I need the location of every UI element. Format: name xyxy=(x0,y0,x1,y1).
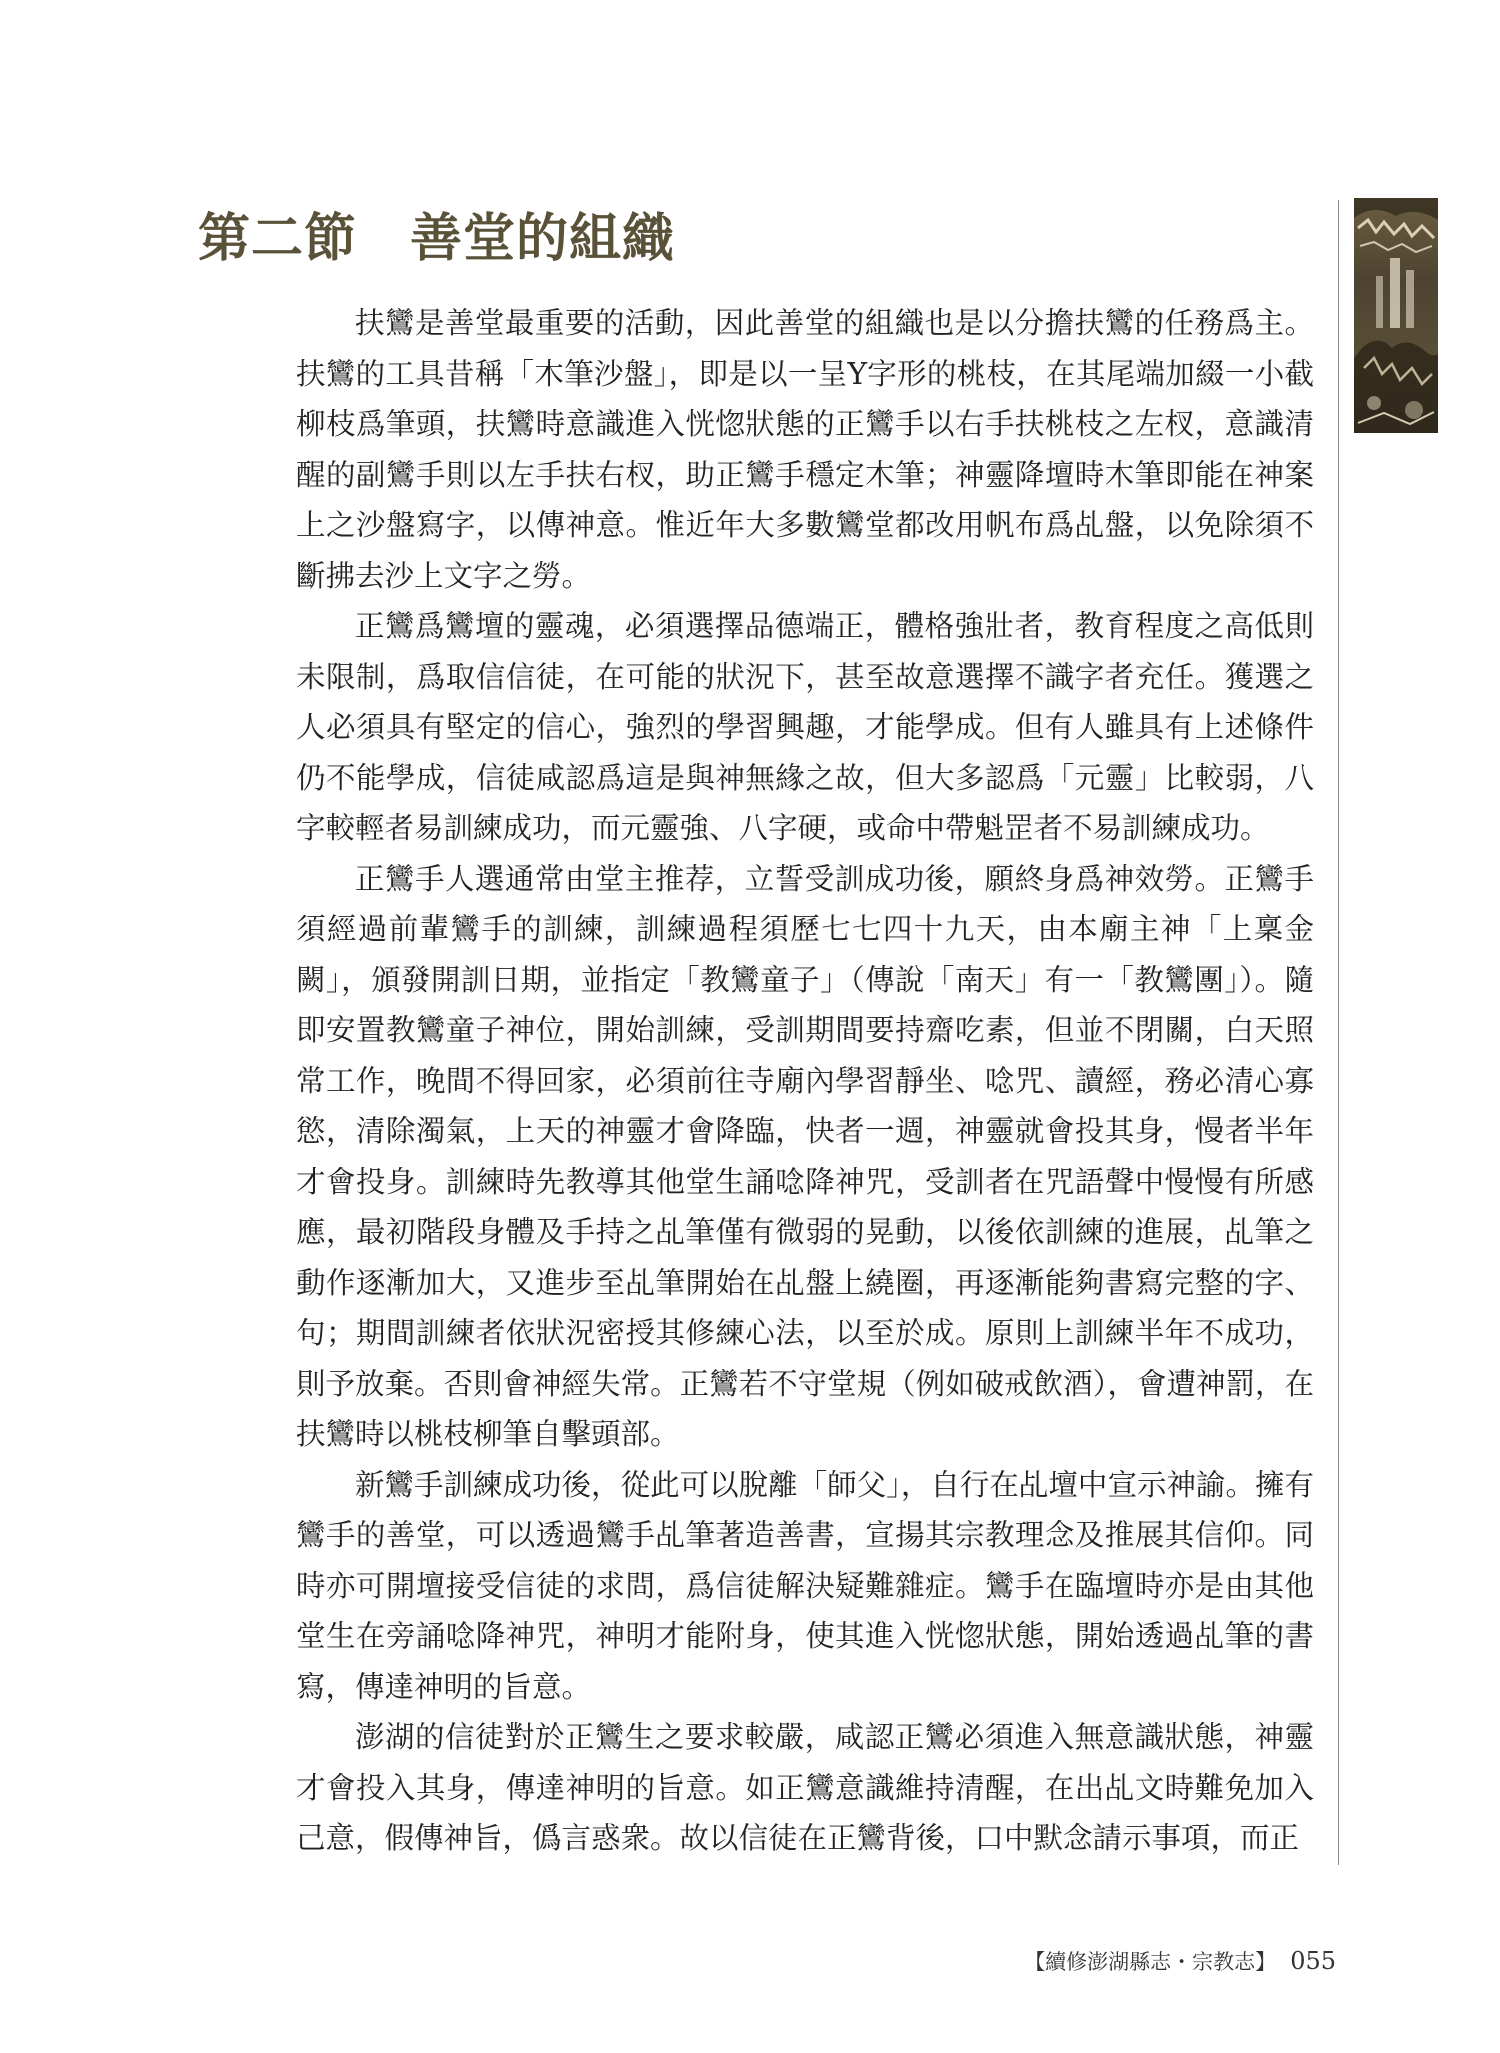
body-text xyxy=(296,298,1314,1864)
side-tab-emblem xyxy=(1354,198,1438,433)
paragraph: 扶鸞是善堂最重要的活動，因此善堂的組織也是以分擔扶鸞的任務爲主。扶鸞的工具昔稱「木筆沙盤」，即是以一呈Y字形的桃枝，在其尾端加綴一小截柳枝爲筆頭，扶鸞時意識進入恍惚狀態的正鸞手以右手扶桃枝之左杈，意識清醒的副鸞手則以左手扶右杈，助正鸞手穩定木筆；神靈降壇時木筆即能在神案上之沙盤寫字，以傳神意。惟近年大多數鸞堂都改用帆布爲乩盤，以免除須不斷拂去沙上文字之勞。 xyxy=(296,306,1314,593)
page-footer xyxy=(1024,1946,1336,1976)
paragraph: 澎湖的信徒對於正鸞生之要求較嚴，咸認正鸞必須進入無意識狀態，神靈才會投入其身，傳達神明的旨意。如正鸞意識維持清醒，在出乩文時難免加入己意，假傳神旨，僞言惑衆。故以信徒在正鸞背後，口中默念請示事項，而正 xyxy=(296,1720,1314,1855)
decorative-landscape-emblem-icon xyxy=(1354,198,1438,433)
paragraph: 正鸞手人選通常由堂主推荐，立誓受訓成功後，願終身爲神效勞。正鸞手須經過前輩鸞手的訓練，訓練過程須歷七七四十九天，由本廟主神「上稟金闕」，頒發開訓日期，並指定「教鸞童子」（傳說「南天」有一「教鸞團」）。隨即安置教鸞童子神位，開始訓練，受訓期間要持齋吃素，但並不閉關，白天照常工作，晚間不得回家，必須前往寺廟內學習靜坐、唸咒、讀經，務必清心寡慾，清除濁氣，上天的神靈才會降臨，快者一週，神靈就會投其身，慢者半年才會投身。訓練時先教導其他堂生誦唸降神咒，受訓者在咒語聲中慢慢有所感應，最初階段身體及手持之乩筆僅有微弱的晃動，以後依訓練的進展，乩筆之動作逐漸加大，又進步至乩筆開始在乩盤上繞圈，再逐漸能夠書寫完整的字、句；期間訓練者依狀況密授其修練心法，以至於成。原則上訓練半年不成功，則予放棄。否則會神經失常。正鸞若不守堂規（例如破戒飲酒），會遭神罰，在扶鸞時以桃枝柳筆自擊頭部。 xyxy=(296,861,1314,1451)
paragraph: 新鸞手訓練成功後，從此可以脫離「師父」，自行在乩壇中宣示神諭。擁有鸞手的善堂，可以透過鸞手乩筆著造善書，宣揚其宗教理念及推展其信仰。同時亦可開壇接受信徒的求問，爲信徒解決疑難雜症。鸞手在臨壇時亦是由其他堂生在旁誦唸降神咒，神明才能附身，使其進入恍惚狀態，開始透過乩筆的書寫，傳達神明的旨意。 xyxy=(296,1467,1314,1704)
book-title: 【續修澎湖縣志・宗教志】 xyxy=(1024,1950,1277,1974)
section-title: 第二節 善堂的組織 xyxy=(198,208,676,269)
margin-rule xyxy=(1338,200,1339,1865)
paragraph: 正鸞爲鸞壇的靈魂，必須選擇品德端正，體格強壯者，教育程度之高低則未限制，爲取信信徒，在可能的狀況下，甚至故意選擇不識字者充任。獲選之人必須具有堅定的信心，強烈的學習興趣，才能學成。但有人雖具有上述條件仍不能學成，信徒咸認爲這是與神無緣之故，但大多認爲「元靈」比較弱，八字較輕者易訓練成功，而元靈強、八字硬，或命中帶魁罡者不易訓練成功。 xyxy=(296,609,1314,845)
page-number: 055 xyxy=(1290,1947,1336,1975)
